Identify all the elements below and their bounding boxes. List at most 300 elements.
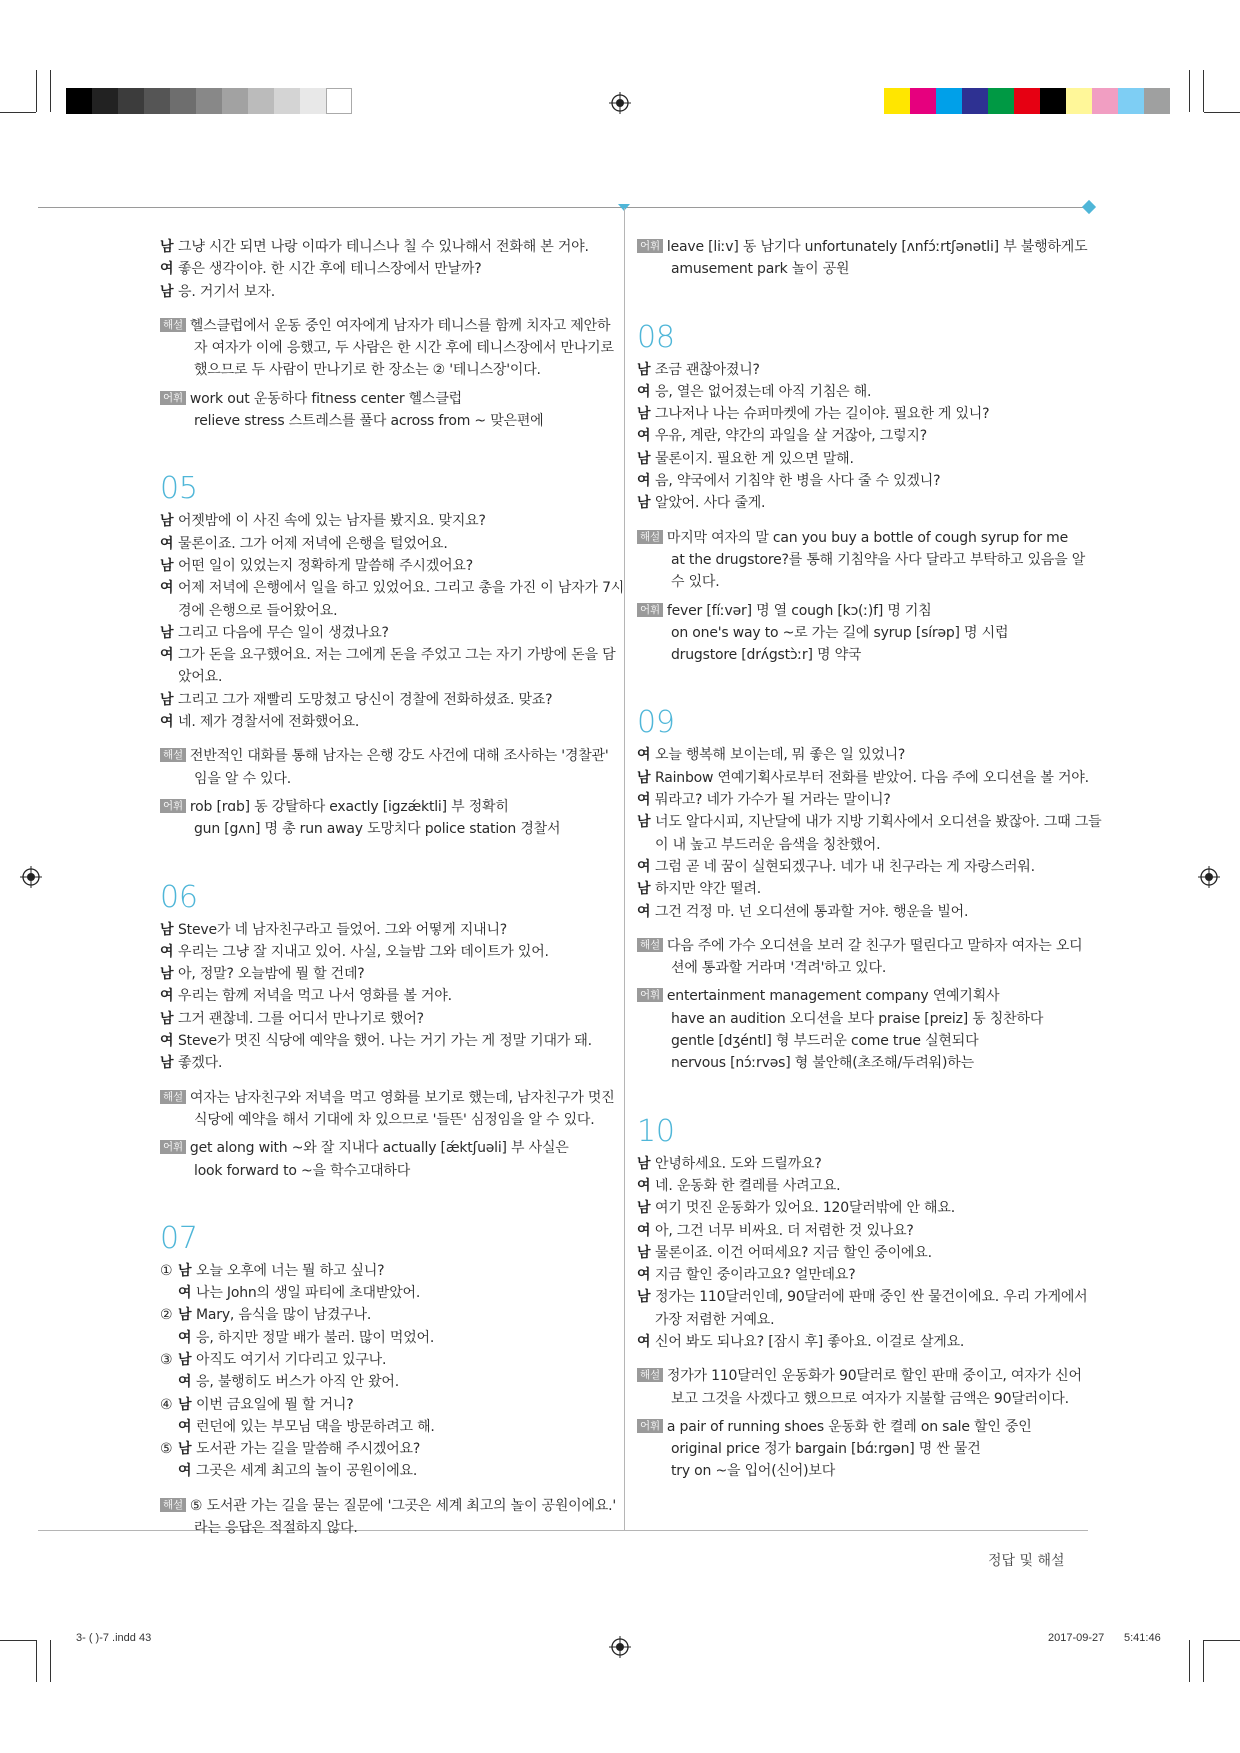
explanation-text: 션에 통과할 거라며 '격려'하고 있다. <box>671 960 887 977</box>
question-number: 07 <box>160 1220 198 1256</box>
speaker-label: 여 <box>637 1222 651 1239</box>
dialogue-text: 너도 알다시피, 지난달에 내가 지방 기획사에서 오디션을 봤잖아. 그때 그들 <box>655 814 1102 831</box>
speaker-label: 여 <box>637 428 651 445</box>
dialogue-text: 그곳은 세계 최고의 놀이 공원이에요. <box>196 1463 418 1480</box>
speaker-label: 여 <box>160 714 174 731</box>
dialogue-line <box>160 577 625 599</box>
dialogue-line <box>637 359 1087 381</box>
explanation-line <box>160 337 615 359</box>
dialogue-text: 도서관 가는 길을 말씀해 주시겠어요? <box>196 1441 421 1458</box>
dialogue-block <box>637 744 1102 922</box>
dialogue-line <box>637 767 1087 789</box>
color-swatch <box>1144 88 1170 114</box>
dialogue-text: Mary, 음식을 많이 남겼구나. <box>196 1307 372 1324</box>
color-swatch <box>1014 88 1040 114</box>
explanation-line <box>637 571 1087 593</box>
speaker-label: 여 <box>637 473 651 490</box>
explanation-text: ⑤ 도서관 가는 길을 묻는 질문에 '그곳은 세계 최고의 놀이 공원이에요.' <box>189 1497 617 1514</box>
vocabulary-block <box>637 236 1087 281</box>
crop-mark <box>1204 112 1240 113</box>
explanation-text: 여자는 남자친구와 저녁을 먹고 영화를 보기로 했는데, 남자친구가 멋진 <box>189 1089 615 1106</box>
file-info: 3- ( )-7 .indd 43 <box>76 1632 152 1644</box>
explanation-line <box>637 527 1087 549</box>
dialogue-line <box>160 985 615 1007</box>
dialogue-block <box>637 1153 1087 1354</box>
color-swatch <box>1092 88 1118 114</box>
choice-number: ② <box>160 1307 173 1324</box>
vocabulary-text: have an audition 오디션을 보다 praise [preiz] 동 칭찬하다 <box>671 1010 1044 1027</box>
explanation-block <box>160 745 615 790</box>
dialogue-text: 하지만 약간 떨려. <box>655 881 762 898</box>
explanation-line <box>160 359 615 381</box>
dialogue-text: Steve가 멋진 식당에 예약을 했어. 나는 거기 가는 게 정말 기대가 돼. <box>178 1033 592 1050</box>
dialogue-text: 안녕하세요. 도와 드릴까요? <box>655 1155 822 1172</box>
speaker-label: 남 <box>637 769 651 786</box>
dialogue-text: 아, 정말? 오늘밤에 뭘 할 건데? <box>178 966 365 983</box>
dialogue-text: 응. 거기서 보자. <box>178 283 275 300</box>
dialogue-line <box>160 1008 615 1030</box>
choice-number: ④ <box>160 1396 173 1413</box>
color-swatch <box>92 88 118 114</box>
vocabulary-line <box>637 985 1087 1007</box>
vocabulary-line <box>637 1008 1087 1030</box>
speaker-label: 남 <box>160 283 174 300</box>
vocabulary-text: gun [gʌn] 명 총 run away 도망치다 police station 경찰서 <box>194 821 561 838</box>
explanation-block <box>637 527 1087 594</box>
dialogue-line <box>160 1030 615 1052</box>
speaker-label: 남 <box>178 1441 192 1458</box>
vocabulary-text: nervous [nɔ́ːrvəs] 형 불안해(초조해/두려워)하는 <box>671 1055 974 1072</box>
crop-mark <box>0 112 36 113</box>
speaker-label: 여 <box>160 943 174 960</box>
vocabulary-line <box>160 1160 615 1182</box>
vocabulary-block <box>637 985 1087 1074</box>
dialogue-line <box>160 711 615 733</box>
dialogue-line <box>160 510 615 532</box>
speaker-label: 남 <box>637 495 651 512</box>
dialogue-text: Steve가 네 남자친구라고 들었어. 그와 어떻게 지내니? <box>178 921 508 938</box>
explanation-text: 수 있다. <box>671 574 720 591</box>
speaker-label: 여 <box>637 792 651 809</box>
vocabulary-line <box>637 600 1087 622</box>
dialogue-line <box>637 470 1087 492</box>
explanation-tag: 해설 <box>637 1368 663 1382</box>
color-swatch <box>1066 88 1092 114</box>
vocabulary-tag: 어휘 <box>637 1419 663 1433</box>
dialogue-line <box>160 555 615 577</box>
dialogue-text: 그가 돈을 요구했어요. 저는 그에게 돈을 주었고 그는 자기 가방에 돈을 담 <box>178 647 616 664</box>
dialogue-line <box>160 1052 615 1074</box>
dialogue-line <box>160 1438 615 1460</box>
explanation-text: 다음 주에 가수 오디션을 보러 갈 친구가 떨린다고 말하자 여자는 오디 <box>666 937 1083 954</box>
explanation-text: 마지막 여자의 말 can you buy a bottle of cough syrup for me <box>666 529 1068 546</box>
speaker-label: 여 <box>160 261 174 278</box>
vocabulary-tag: 어휘 <box>160 391 186 405</box>
dialogue-text: 조금 괜찮아졌니? <box>655 361 760 378</box>
speaker-label: 남 <box>637 814 651 831</box>
vocabulary-line <box>160 796 615 818</box>
right-column <box>637 236 1102 1483</box>
dialogue-line <box>637 448 1087 470</box>
registration-mark-icon <box>20 866 42 888</box>
choice-number: ① <box>160 1262 173 1279</box>
vocabulary-text: relieve stress 스트레스를 풀다 across from ~ 맞은편에 <box>194 413 544 430</box>
dialogue-line <box>637 1220 1087 1242</box>
dialogue-line <box>637 1286 1087 1308</box>
speaker-label: 남 <box>637 1289 651 1306</box>
explanation-block <box>160 1087 615 1132</box>
vocabulary-line <box>637 236 1087 258</box>
crop-mark <box>1189 70 1190 112</box>
dialogue-text: 경에 은행으로 들어왔어요. <box>178 602 338 619</box>
color-swatch <box>936 88 962 114</box>
vocabulary-line <box>637 1416 1087 1438</box>
dialogue-text: 어젯밤에 이 사진 속에 있는 남자를 봤지요. 맞지요? <box>178 513 486 530</box>
dialogue-line <box>637 1264 1087 1286</box>
dialogue-text: 그거 괜찮네. 그를 어디서 만나기로 했어? <box>178 1010 424 1027</box>
vocabulary-block <box>160 388 615 433</box>
dialogue-text: 그건 걱정 마. 넌 오디션에 통과할 거야. 행운을 빌어. <box>655 903 969 920</box>
crop-mark <box>36 1640 37 1682</box>
explanation-line <box>160 1109 615 1131</box>
speaker-label: 남 <box>160 966 174 983</box>
dialogue-line <box>637 1153 1087 1175</box>
color-swatch <box>962 88 988 114</box>
explanation-text: 했으므로 두 사람이 만나기로 한 장소는 ② '테니스장'이다. <box>194 362 541 379</box>
dialogue-text: 아직도 여기서 기다리고 있구나. <box>196 1351 387 1368</box>
dialogue-line <box>160 941 615 963</box>
dialogue-text: 우리는 함께 저녁을 먹고 나서 영화를 볼 거야. <box>178 988 452 1005</box>
vocabulary-line <box>637 1460 1087 1482</box>
color-swatch <box>118 88 144 114</box>
dialogue-text: 오늘 행복해 보이는데, 뭐 좋은 일 있었니? <box>655 747 906 764</box>
explanation-line <box>160 1087 615 1109</box>
registration-mark-icon <box>1198 866 1220 888</box>
speaker-label: 여 <box>637 1267 651 1284</box>
question-number: 05 <box>160 471 198 507</box>
explanation-block <box>637 1365 1087 1410</box>
vocabulary-block <box>637 600 1087 667</box>
explanation-text: at the drugstore?를 통해 기침약을 사다 달라고 부탁하고 있음을 알 <box>671 551 1086 568</box>
explanation-tag: 해설 <box>160 318 186 332</box>
speaker-label: 여 <box>637 1177 651 1194</box>
speaker-label: 남 <box>160 1010 174 1027</box>
dialogue-line <box>637 1242 1087 1264</box>
section-label: 정답 및 해설 <box>988 1553 1065 1569</box>
dialogue-line <box>160 644 615 666</box>
speaker-label: 남 <box>160 624 174 641</box>
speaker-label: 남 <box>637 1244 651 1261</box>
column-divider <box>624 208 625 1530</box>
crop-mark <box>1203 70 1204 112</box>
color-swatch <box>884 88 910 114</box>
dialogue-line <box>637 1197 1087 1219</box>
explanation-tag: 해설 <box>637 530 663 544</box>
dialogue-text: 네. 운동화 한 켤레를 사려고요. <box>655 1177 841 1194</box>
speaker-label: 여 <box>160 647 174 664</box>
explanation-line <box>637 549 1087 571</box>
explanation-block <box>160 1495 615 1540</box>
speaker-label: 남 <box>178 1262 192 1279</box>
dialogue-text: 어제 저녁에 은행에서 일을 하고 있었어요. 그리고 총을 가진 이 남자가 7시 <box>178 580 625 597</box>
color-swatch <box>988 88 1014 114</box>
dialogue-text: 정가는 110달러인데, 90달러에 판매 중인 싼 물건이에요. 우리 가게에서 <box>655 1289 1088 1306</box>
speaker-label: 남 <box>160 691 174 708</box>
vocabulary-line <box>637 622 1087 644</box>
dialogue-text: 음, 약국에서 기침약 한 병을 사다 줄 수 있겠니? <box>655 473 941 490</box>
explanation-line <box>637 1388 1087 1410</box>
vocabulary-text: rob [rɑb] 동 강탈하다 exactly [igzǽktli] 부 정확히 <box>189 798 509 815</box>
crop-mark <box>50 1640 51 1682</box>
speaker-label: 남 <box>637 1155 651 1172</box>
dialogue-text: 신어 봐도 되나요? [잠시 후] 좋아요. 이걸로 살게요. <box>655 1333 965 1350</box>
dialogue-text: 가장 저렴한 거예요. <box>655 1311 775 1328</box>
explanation-tag: 해설 <box>160 748 186 762</box>
question-number: 08 <box>637 319 675 355</box>
dialogue-line <box>160 1349 615 1371</box>
vocabulary-text: entertainment management company 연예기획사 <box>666 988 1000 1005</box>
dialogue-line <box>160 281 615 303</box>
vocabulary-text: on one's way to ~로 가는 길에 syrup [sírəp] 명 시럽 <box>671 624 1009 641</box>
explanation-tag: 해설 <box>160 1090 186 1104</box>
question-number: 06 <box>160 879 198 915</box>
crop-mark <box>0 1640 36 1641</box>
speaker-label: 남 <box>160 921 174 938</box>
vocabulary-line <box>160 410 615 432</box>
dialogue-line <box>637 811 1102 833</box>
explanation-line <box>160 768 615 790</box>
vocabulary-text: leave [liːv] 동 남기다 unfortunately [ʌnfɔ́ːrtʃənətli] 부 불행하게도 <box>666 239 1088 255</box>
crop-mark <box>1204 1640 1240 1641</box>
dialogue-text: 좋겠다. <box>178 1055 223 1072</box>
speaker-label: 남 <box>637 450 651 467</box>
choice-number: ⑤ <box>160 1441 173 1458</box>
vocabulary-line <box>160 388 615 410</box>
dialogue-line <box>160 236 615 258</box>
color-swatch <box>170 88 196 114</box>
dialogue-text: 어떤 일이 있었는지 정확하게 말씀해 주시겠어요? <box>178 557 473 574</box>
speaker-label: 남 <box>637 406 651 423</box>
speaker-label: 여 <box>637 383 651 400</box>
dialogue-text: 나는 John의 생일 파티에 초대받았어. <box>196 1285 421 1302</box>
dialogue-text: 아, 그건 너무 비싸요. 더 저렴한 것 있나요? <box>655 1222 914 1239</box>
dialogue-text: 물론이죠. 이건 어떠세요? 지금 할인 중이에요. <box>655 1244 932 1261</box>
dialogue-line <box>637 789 1087 811</box>
speaker-label: 여 <box>160 535 174 552</box>
color-swatch <box>300 88 326 114</box>
explanation-line <box>160 315 615 337</box>
dialogue-text: 이번 금요일에 뭘 할 거니? <box>196 1396 354 1413</box>
explanation-line <box>637 935 1087 957</box>
dialogue-text: 그냥 시간 되면 나랑 이따가 테니스나 칠 수 있나해서 전화해 본 거야. <box>178 239 589 255</box>
dialogue-line <box>637 856 1087 878</box>
diamond-marker-icon <box>1082 200 1096 214</box>
dialogue-block <box>160 1260 615 1483</box>
dialogue-line <box>637 1175 1087 1197</box>
vocabulary-tag: 어휘 <box>637 239 663 253</box>
dialogue-line <box>637 744 1087 766</box>
dialogue-text: 응, 하지만 정말 배가 불러. 많이 먹었어. <box>196 1329 435 1346</box>
speaker-label: 남 <box>160 513 174 530</box>
dialogue-line <box>637 1331 1087 1353</box>
dialogue-line <box>160 600 615 622</box>
color-swatch <box>1040 88 1066 114</box>
choice-number: ③ <box>160 1351 173 1368</box>
vocabulary-tag: 어휘 <box>637 603 663 617</box>
explanation-text: 헬스클럽에서 운동 중인 여자에게 남자가 테니스를 함께 치자고 제안하 <box>189 317 611 334</box>
color-swatch <box>144 88 170 114</box>
speaker-label: 여 <box>160 580 174 597</box>
dialogue-text: 응, 불행히도 버스가 아직 안 왔어. <box>196 1374 399 1391</box>
speaker-label: 여 <box>178 1329 192 1346</box>
speaker-label: 여 <box>178 1374 192 1391</box>
vocabulary-block <box>160 1137 615 1182</box>
explanation-line <box>160 1495 615 1517</box>
vocabulary-text: gentle [dʒéntl] 형 부드러운 come true 실현되다 <box>671 1033 979 1050</box>
crop-mark <box>36 70 37 112</box>
dialogue-block <box>637 359 1087 515</box>
registration-mark-icon <box>609 92 631 114</box>
dialogue-text: 이 내 높고 부드러운 음색을 칭찬했어. <box>655 836 881 853</box>
question-number: 09 <box>637 705 675 741</box>
speaker-label: 남 <box>178 1396 192 1413</box>
explanation-text: 임을 알 수 있다. <box>194 770 291 787</box>
color-swatch <box>326 88 352 114</box>
vocabulary-text: work out 운동하다 fitness center 헬스클럽 <box>189 390 462 407</box>
speaker-label: 남 <box>637 361 651 378</box>
dialogue-line <box>637 901 1087 923</box>
dialogue-line <box>160 1304 615 1326</box>
dialogue-text: 네. 제가 경찰서에 전화했어요. <box>178 714 360 731</box>
vocabulary-text: a pair of running shoes 운동화 한 켤레 on sale 할인 중인 <box>666 1418 1032 1435</box>
explanation-line <box>160 745 615 767</box>
header-rule <box>38 207 1088 208</box>
vocabulary-tag: 어휘 <box>160 1140 186 1154</box>
vocabulary-tag: 어휘 <box>637 988 663 1002</box>
dialogue-text: 그럼 곧 네 꿈이 실현되겠구나. 네가 내 친구라는 게 자랑스러워. <box>655 858 1035 875</box>
color-swatch <box>910 88 936 114</box>
print-date: 2017-09-27 <box>1048 1632 1105 1644</box>
registration-mark-icon <box>609 1636 631 1658</box>
vocabulary-block <box>637 1416 1087 1483</box>
vocabulary-text: original price 정가 bargain [bɑ́ːrgən] 명 싼 물건 <box>671 1441 981 1458</box>
dialogue-text: 응, 열은 없어졌는데 아직 기침은 해. <box>655 383 872 400</box>
dialogue-text: 오늘 오후에 너는 뭘 하고 싶니? <box>196 1262 385 1279</box>
dialogue-line <box>637 425 1087 447</box>
speaker-label: 남 <box>637 881 651 898</box>
dialogue-line <box>160 1260 615 1282</box>
speaker-label: 여 <box>637 858 651 875</box>
dialogue-line <box>160 622 615 644</box>
question-number: 10 <box>637 1113 675 1149</box>
dialogue-text: 우리는 그냥 잘 지내고 있어. 사실, 오늘밤 그와 데이트가 있어. <box>178 943 549 960</box>
dialogue-text: 지금 할인 중이라고요? 얼만데요? <box>655 1267 856 1284</box>
vocabulary-tag: 어휘 <box>160 799 186 813</box>
explanation-tag: 해설 <box>160 1498 186 1512</box>
dialogue-line <box>160 1416 615 1438</box>
dialogue-line <box>637 1309 1087 1331</box>
dialogue-text: Rainbow 연예기획사로부터 전화를 받았어. 다음 주에 오디션을 볼 거야. <box>655 769 1089 786</box>
speaker-label: 여 <box>178 1418 192 1435</box>
dialogue-line <box>160 1460 615 1482</box>
explanation-line <box>637 1365 1087 1387</box>
dialogue-text: 물론이지. 필요한 게 있으면 말해. <box>655 450 854 467</box>
vocabulary-text: drugstore [drʌ́gstɔ̀ːr] 명 약국 <box>671 647 862 664</box>
color-swatch <box>196 88 222 114</box>
explanation-text: 라는 응답은 적절하지 않다. <box>194 1520 358 1537</box>
dialogue-text: 았어요. <box>178 669 223 686</box>
dialogue-text: 그나저나 나는 슈퍼마켓에 가는 길이야. 필요한 게 있니? <box>655 406 990 423</box>
dialogue-line <box>160 258 615 280</box>
left-column <box>160 236 625 1539</box>
dialogue-text: 알았어. 사다 줄게. <box>655 495 766 512</box>
dialogue-block <box>160 236 615 303</box>
dialogue-text: 런던에 있는 부모님 댁을 방문하려고 해. <box>196 1418 435 1435</box>
explanation-block <box>160 315 615 382</box>
vocabulary-text: amusement park 놀이 공원 <box>671 261 850 278</box>
vocabulary-text: look forward to ~을 학수고대하다 <box>194 1162 411 1179</box>
speaker-label: 남 <box>637 1200 651 1217</box>
color-swatch <box>274 88 300 114</box>
dialogue-line <box>637 834 1087 856</box>
dialogue-line <box>160 666 615 688</box>
speaker-label: 남 <box>178 1307 192 1324</box>
dialogue-text: 좋은 생각이야. 한 시간 후에 테니스장에서 만날까? <box>178 261 482 278</box>
explanation-text: 식당에 예약을 해서 기대에 차 있으므로 '들뜬' 심정임을 알 수 있다. <box>194 1111 595 1128</box>
speaker-label: 여 <box>637 747 651 764</box>
dialogue-line <box>637 878 1087 900</box>
speaker-label: 남 <box>160 557 174 574</box>
crop-mark <box>1203 1640 1204 1682</box>
crop-mark <box>50 70 51 112</box>
speaker-label: 여 <box>637 1333 651 1350</box>
dialogue-block <box>160 510 625 733</box>
dialogue-line <box>637 403 1087 425</box>
dialogue-line <box>160 1327 615 1349</box>
vocabulary-line <box>160 818 615 840</box>
speaker-label: 남 <box>160 239 174 255</box>
vocabulary-block <box>160 796 615 841</box>
crop-mark <box>1189 1640 1190 1682</box>
color-swatch <box>248 88 274 114</box>
color-swatch <box>1118 88 1144 114</box>
speaker-label: 여 <box>160 1033 174 1050</box>
dialogue-line <box>637 381 1087 403</box>
dialogue-text: 그리고 그가 재빨리 도망쳤고 당신이 경찰에 전화하셨죠. 맞죠? <box>178 691 553 708</box>
dialogue-block <box>160 919 615 1075</box>
vocabulary-line <box>637 1438 1087 1460</box>
dialogue-line <box>160 1394 615 1416</box>
explanation-tag: 해설 <box>637 938 663 952</box>
explanation-block <box>637 935 1087 980</box>
dialogue-line <box>160 689 615 711</box>
color-swatch <box>66 88 92 114</box>
vocabulary-line <box>637 644 1087 666</box>
dialogue-text: 우유, 계란, 약간의 과일을 살 거잖아, 그렇지? <box>655 428 927 445</box>
speaker-label: 여 <box>160 988 174 1005</box>
vocabulary-line <box>637 1030 1087 1052</box>
explanation-text: 자 여자가 이에 응했고, 두 사람은 한 시간 후에 테니스장에서 만나기로 <box>194 340 614 357</box>
dialogue-text: 그리고 다음에 무슨 일이 생겼나요? <box>178 624 389 641</box>
explanation-text: 보고 그것을 사겠다고 했으므로 여자가 지불할 금액은 90달러이다. <box>671 1390 1069 1407</box>
vocabulary-line <box>637 258 1087 280</box>
vocabulary-text: get along with ~와 잘 지내다 actually [ǽktʃuəli] 부 사실은 <box>189 1140 569 1157</box>
explanation-line <box>160 1517 615 1539</box>
dialogue-line <box>160 533 615 555</box>
dialogue-line <box>637 492 1087 514</box>
dialogue-line <box>160 1282 615 1304</box>
print-time: 5:41:46 <box>1124 1632 1161 1644</box>
